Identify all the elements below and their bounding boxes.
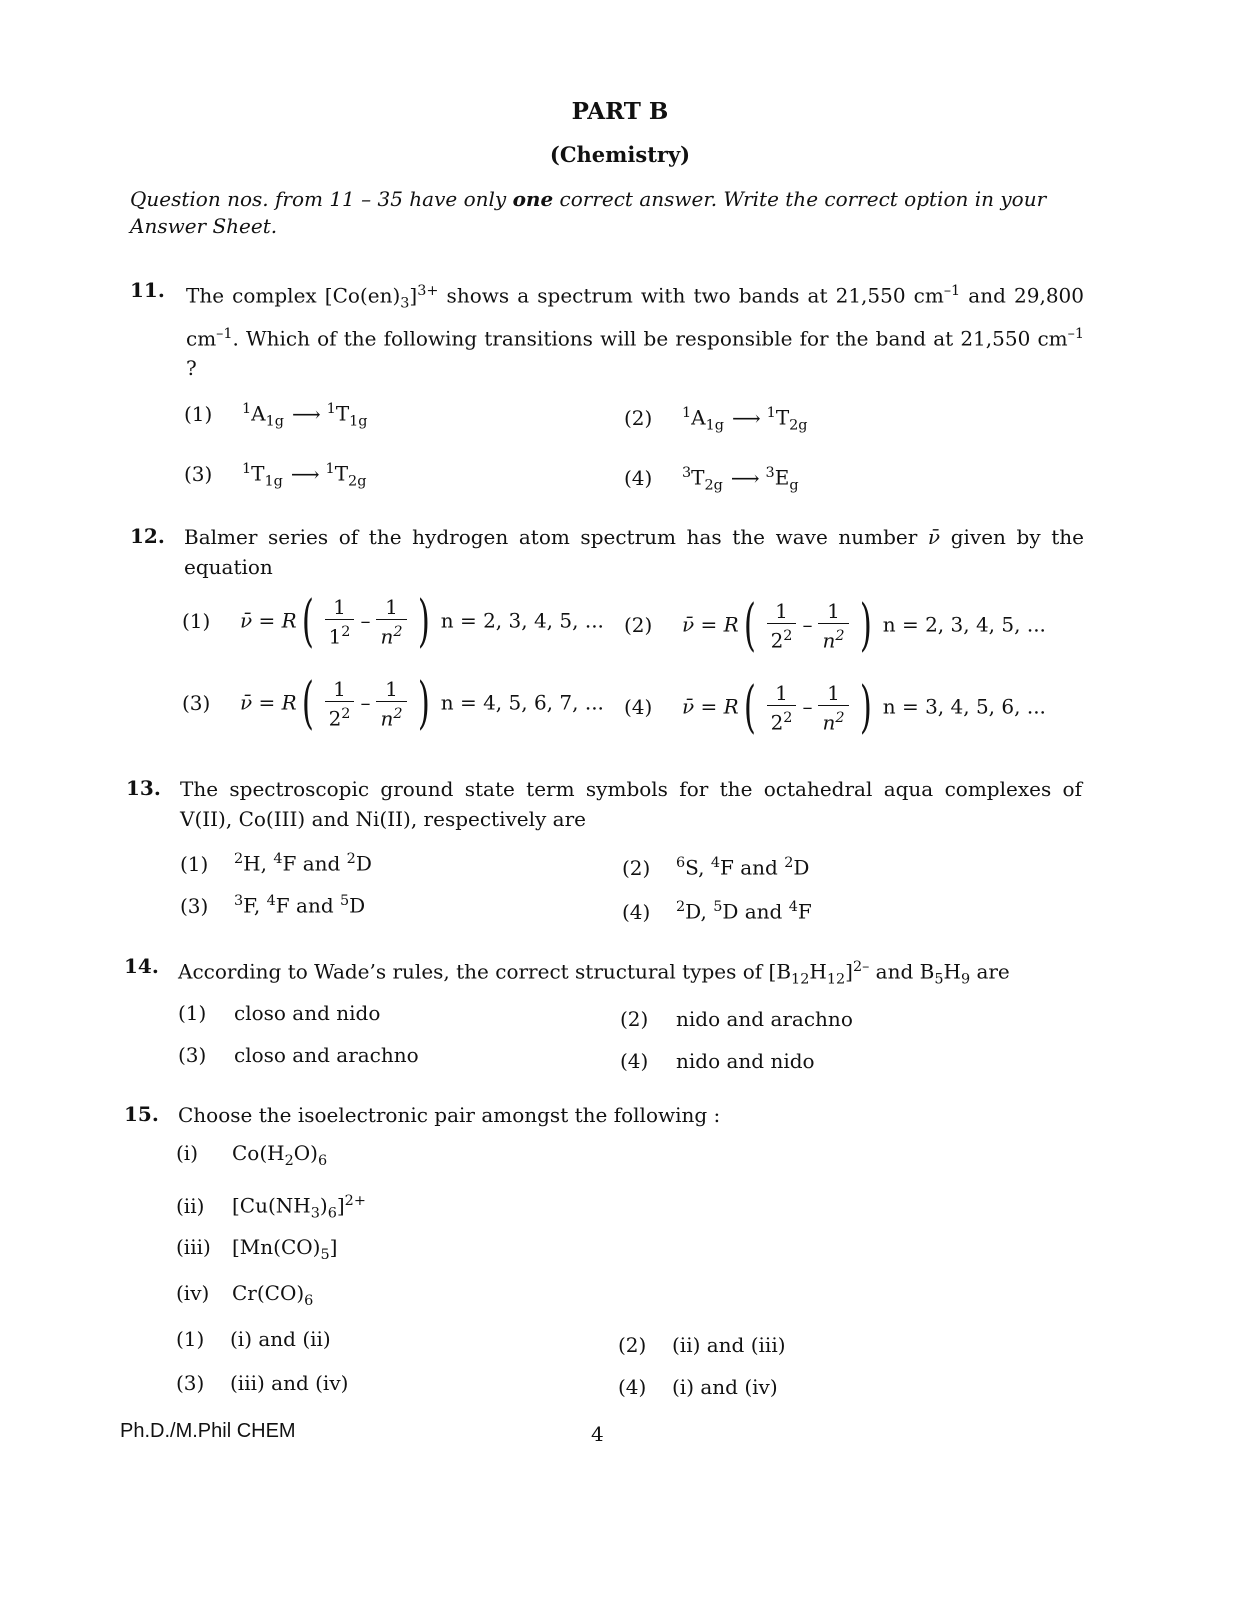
term-text: F and [720, 855, 785, 880]
right-paren: ) [417, 671, 430, 736]
option-number: (4) [618, 1375, 647, 1399]
term-text: D and [722, 899, 789, 924]
term-sub: g [789, 477, 799, 494]
term-mult: 3 [682, 465, 692, 481]
q13-option-2[interactable] [622, 850, 809, 881]
base: 2 [770, 710, 784, 735]
term-sub: 1g [705, 417, 724, 434]
option-number: (3) [182, 690, 211, 715]
term-mult: 2 [346, 851, 356, 867]
exponent: 2 [835, 710, 845, 727]
q12-text-b: given by the equation [184, 525, 1084, 579]
term-mult: 5 [340, 893, 350, 909]
term-mult: 1 [682, 405, 692, 421]
fraction [325, 677, 355, 731]
term-mult: 4 [273, 851, 283, 867]
option-number: (2) [624, 405, 653, 430]
term-sub: 2g [348, 473, 367, 490]
term-sub: 1g [349, 413, 368, 430]
fraction [818, 599, 848, 653]
option-number: (1) [178, 1001, 207, 1025]
q12-option-4[interactable] [624, 675, 1046, 740]
fraction-denominator [818, 624, 848, 653]
term-text: D [793, 855, 810, 880]
left-paren: ( [743, 593, 756, 658]
q15-option-1[interactable] [176, 1326, 331, 1352]
subject-heading: (Chemistry) [549, 142, 691, 167]
term-mult: 6 [676, 855, 686, 871]
instruction-post: correct answer. Write the correct option in your Answer Sheet. [130, 187, 1047, 238]
part-heading: PART B [571, 98, 669, 125]
charge: 2+ [344, 1193, 366, 1209]
exponent: 2 [341, 624, 351, 641]
q14-text-c: ] [845, 959, 853, 984]
term-letter: A [691, 405, 706, 430]
fraction [767, 681, 797, 735]
term-text: F and [282, 851, 347, 876]
minus-sign: – [360, 690, 371, 715]
fraction-denominator [325, 620, 355, 649]
q11-text-c: shows a spectrum with two bands at 21,550 cm [438, 283, 944, 308]
q15-item-i [176, 1140, 327, 1174]
option-text: (iii) and (iv) [230, 1371, 349, 1395]
exam-code: Ph.D./M.Phil CHEM [120, 1420, 296, 1442]
question-number: 11. [130, 278, 165, 302]
term-letter: T [775, 405, 790, 430]
q11-text-e: . Which of the following transitions will be responsible for the band at 21,550 cm [232, 326, 1068, 351]
exponent: 2 [393, 706, 403, 723]
fraction-numerator: 1 [767, 681, 797, 706]
term-letter: T [691, 465, 705, 490]
item-number: (iii) [176, 1235, 211, 1259]
formula-part: ] [329, 1235, 338, 1259]
fraction-denominator [767, 624, 797, 653]
term-letter: T [334, 461, 349, 486]
fraction-numerator: 1 [767, 599, 797, 624]
term-letter: A [251, 401, 266, 426]
option-number: (3) [178, 1043, 207, 1067]
q11-option-2[interactable] [624, 400, 808, 439]
option-number: (3) [180, 893, 209, 918]
question-number: 12. [130, 524, 165, 548]
option-number: (3) [184, 461, 213, 486]
formula-part: ) [319, 1193, 328, 1218]
term-mult: 5 [713, 899, 723, 915]
q15-option-2[interactable] [618, 1332, 786, 1358]
fraction-numerator: 1 [325, 677, 355, 702]
base: n [822, 628, 836, 653]
subscript: 12 [791, 971, 810, 988]
fraction-denominator [767, 706, 797, 735]
formula-lhs: ν̄ = R [682, 694, 739, 719]
formula-part: O) [293, 1141, 318, 1165]
q11-option-4[interactable] [624, 460, 799, 499]
option-number: (4) [622, 899, 651, 924]
q14-text-e: H [943, 959, 961, 984]
q11-charge: 3+ [417, 283, 439, 299]
base: n [822, 710, 836, 735]
question-14-text [178, 952, 1082, 995]
q15-item-ii [176, 1188, 366, 1227]
subscript: 9 [960, 971, 971, 988]
term-mult: 2 [234, 851, 244, 867]
n-range: n = 2, 3, 4, 5, ... [440, 608, 604, 633]
term-mult: 4 [710, 855, 721, 871]
right-paren: ) [859, 593, 872, 658]
exponent: 2 [393, 624, 403, 641]
q14-text-a: According to Wade’s rules, the correct structural types of [B [178, 959, 792, 984]
subscript: 6 [317, 1153, 328, 1169]
right-arrow-icon: ⟶ [291, 401, 319, 426]
formula-part: Co(H [232, 1141, 285, 1165]
q11-exp3: –1 [1067, 325, 1084, 342]
term-mult: 1 [242, 461, 252, 477]
instruction-pre: Question nos. from 11 – 35 have only [130, 187, 513, 211]
option-text: (i) and (ii) [230, 1327, 331, 1351]
option-number: (4) [624, 465, 653, 490]
option-number: (2) [622, 855, 651, 880]
wavenumber-symbol: ν̄ [927, 525, 941, 549]
term-sub: 1g [265, 413, 284, 430]
left-paren: ( [301, 671, 314, 736]
q14-option-2[interactable] [620, 1006, 853, 1032]
q11-option-1[interactable] [184, 396, 368, 435]
option-number: (4) [620, 1049, 649, 1073]
base: 1 [328, 624, 342, 649]
question-number: 14. [124, 954, 159, 978]
option-text: (ii) and (iii) [672, 1333, 786, 1357]
item-number: (i) [176, 1141, 199, 1165]
term-mult: 1 [242, 401, 252, 417]
minus-sign: – [802, 612, 813, 637]
fraction [376, 595, 406, 649]
left-paren: ( [743, 675, 756, 740]
right-arrow-icon: ⟶ [730, 465, 758, 490]
subscript: 6 [327, 1205, 337, 1222]
subscript: 3 [310, 1205, 320, 1222]
q14-option-1[interactable] [178, 1000, 380, 1026]
question-13-text: The spectroscopic ground state term symbols for the octahedral aqua complexes of V(II), Co(III) and Ni(II), respectively are [180, 777, 1082, 831]
term-mult: 1 [766, 405, 776, 421]
q11-sub: 3 [400, 295, 410, 312]
exponent: 2 [341, 706, 351, 723]
q15-item-iv [176, 1280, 313, 1314]
term-mult: 1 [325, 461, 335, 477]
fraction [325, 595, 355, 649]
base: n [380, 706, 394, 731]
q12-option-1[interactable] [182, 589, 604, 654]
fraction-numerator: 1 [818, 681, 848, 706]
n-range: n = 4, 5, 6, 7, ... [440, 690, 604, 715]
fraction [767, 599, 797, 653]
option-number: (3) [176, 1371, 205, 1395]
subscript: 12 [826, 971, 846, 988]
option-text: closo and arachno [234, 1043, 419, 1067]
q11-text-b: ] [409, 283, 418, 308]
term-letter: T [335, 401, 350, 426]
q14-option-4[interactable] [620, 1048, 815, 1074]
term-text: H, [243, 851, 274, 876]
option-number: (4) [624, 694, 653, 719]
formula-part: [Mn(CO) [232, 1235, 321, 1259]
subscript: 5 [934, 971, 944, 988]
q14-option-3[interactable] [178, 1042, 419, 1068]
q11-option-3[interactable] [184, 456, 366, 495]
term-text: S, [685, 855, 711, 880]
n-range: n = 3, 4, 5, 6, ... [882, 694, 1046, 719]
term-mult: 2 [676, 899, 686, 915]
option-text: nido and nido [676, 1049, 815, 1073]
fraction-denominator [376, 702, 406, 731]
formula-part: ] [336, 1193, 345, 1218]
q11-text-f: ? [186, 356, 197, 381]
term-text: D, [685, 899, 714, 924]
formula-lhs: ν̄ = R [240, 608, 297, 633]
exponent: 2 [783, 628, 793, 645]
charge: 2– [852, 959, 870, 975]
term-text: F, [243, 893, 267, 918]
q12-text-a: Balmer series of the hydrogen atom spectrum has the wave number [184, 525, 928, 549]
fraction-denominator [818, 706, 848, 735]
q11-text-d: and 29,800 cm [186, 283, 1084, 351]
exponent: 2 [783, 710, 793, 727]
term-text: D [355, 851, 372, 876]
term-text: F [797, 899, 812, 924]
exponent: 2 [835, 628, 845, 645]
term-text: F and [275, 893, 340, 918]
term-text: D [349, 893, 366, 918]
left-paren: ( [301, 589, 314, 654]
question-number: 15. [124, 1102, 159, 1126]
q11-exp2: –1 [216, 325, 233, 342]
fraction [376, 677, 406, 731]
n-range: n = 2, 3, 4, 5, ... [882, 612, 1046, 637]
question-15-text: Choose the isoelectronic pair amongst the following : [178, 1103, 721, 1127]
minus-sign: – [802, 694, 813, 719]
formula-lhs: ν̄ = R [240, 690, 297, 715]
option-text: closo and nido [234, 1001, 381, 1025]
q13-option-3[interactable] [180, 888, 365, 919]
q15-option-3[interactable] [176, 1370, 348, 1396]
option-number: (1) [180, 851, 209, 876]
fraction-numerator: 1 [325, 595, 355, 620]
q12-option-2[interactable] [624, 593, 1046, 658]
subscript: 5 [320, 1247, 330, 1263]
subscript: 2 [284, 1153, 294, 1169]
term-mult: 4 [788, 899, 798, 915]
q14-text-f: are [970, 959, 1010, 984]
q15-item-iii [176, 1234, 337, 1268]
q13-option-4[interactable] [622, 894, 812, 925]
question-number: 13. [126, 776, 161, 800]
option-text: (i) and (iv) [672, 1375, 778, 1399]
fraction-numerator: 1 [376, 595, 406, 620]
option-number: (1) [184, 401, 213, 426]
instructions [130, 186, 1090, 240]
q11-exp1: –1 [943, 283, 961, 299]
q12-option-3[interactable] [182, 671, 604, 736]
option-number: (2) [618, 1333, 647, 1357]
term-letter: E [774, 465, 790, 490]
term-sub: 2g [704, 477, 723, 494]
term-mult: 3 [234, 893, 244, 909]
right-arrow-icon: ⟶ [731, 405, 759, 430]
item-number: (iv) [176, 1281, 210, 1305]
q14-text-d: and B [869, 959, 935, 984]
term-sub: 2g [789, 417, 808, 434]
q13-option-1[interactable] [180, 846, 372, 877]
option-number: (2) [624, 612, 653, 637]
right-paren: ) [417, 589, 430, 654]
option-text: nido and arachno [676, 1007, 853, 1031]
question-12-text [184, 522, 1084, 582]
fraction-denominator [325, 702, 355, 731]
base: n [380, 624, 394, 649]
q14-text-b: H [809, 959, 827, 984]
right-arrow-icon: ⟶ [290, 461, 318, 486]
term-mult: 3 [765, 465, 775, 481]
term-mult: 1 [326, 401, 336, 417]
minus-sign: – [360, 608, 371, 633]
page-number: 4 [591, 1422, 604, 1446]
term-mult: 2 [784, 855, 794, 871]
base: 2 [770, 628, 784, 653]
option-number: (2) [620, 1007, 649, 1031]
fraction-denominator [376, 620, 406, 649]
option-number: (1) [176, 1327, 205, 1351]
item-number: (ii) [176, 1193, 205, 1218]
formula-lhs: ν̄ = R [682, 612, 739, 637]
formula-part: [Cu(NH [232, 1193, 311, 1218]
question-11-text [186, 276, 1084, 383]
right-paren: ) [859, 675, 872, 740]
fraction-numerator: 1 [376, 677, 406, 702]
term-letter: T [251, 461, 265, 486]
q11-text-a: The complex [Co(en) [186, 283, 401, 308]
fraction [818, 681, 848, 735]
q15-option-4[interactable] [618, 1374, 778, 1400]
option-number: (1) [182, 608, 211, 633]
fraction-numerator: 1 [818, 599, 848, 624]
term-sub: 1g [264, 473, 283, 490]
formula-part: Cr(CO) [232, 1281, 305, 1305]
base: 2 [328, 706, 342, 731]
subscript: 6 [304, 1293, 314, 1309]
instruction-bold: one [512, 187, 554, 211]
term-mult: 4 [266, 893, 276, 909]
